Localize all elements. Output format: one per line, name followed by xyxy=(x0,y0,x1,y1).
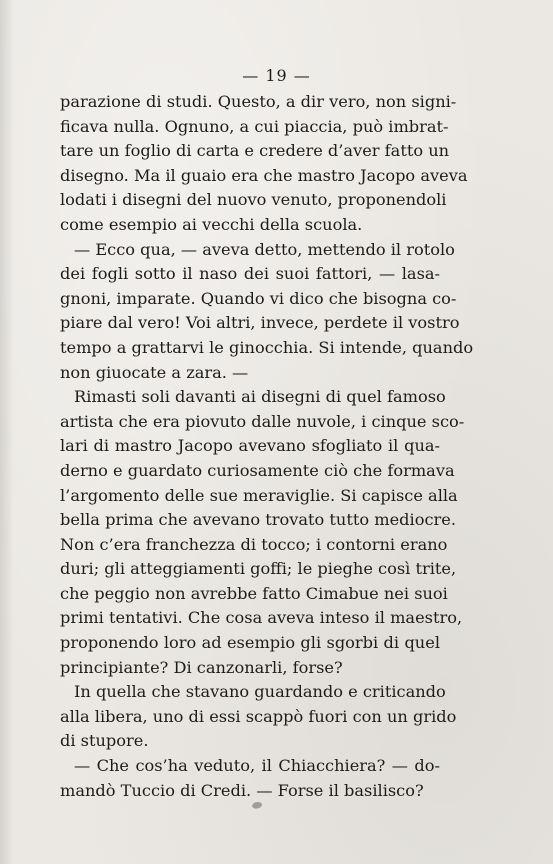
text-line: — Che cos’ha veduto, il Chiacchiera? — do- xyxy=(74,756,440,776)
text-line: dei fogli sotto il naso dei suoi fattori, — lasa- xyxy=(60,264,440,284)
text-line: che peggio non avrebbe fatto Cimabue nei suoi xyxy=(60,583,448,603)
text-line: tare un foglio di carta e credere d’aver fatto un xyxy=(60,141,450,161)
page-number: — 19 — xyxy=(242,66,311,85)
text-line: gnoni, imparate. Quando vi dico che bisogna co- xyxy=(60,288,457,308)
text-line: parazione di studi. Questo, a dir vero, non signi- xyxy=(60,92,457,111)
text-line: artista che era piovuto dalle nuvole, i cinque sco- xyxy=(60,411,465,431)
text-line: mandò Tuccio di Credi. — Forse il basilisco? xyxy=(60,780,424,800)
text-line: lodati i disegni del nuovo venuto, proponendoli xyxy=(60,190,447,210)
text-line: — Ecco qua, — aveva detto, mettendo il rotolo xyxy=(74,239,455,259)
text-line: di stupore. xyxy=(60,731,149,751)
body-text xyxy=(60,90,474,803)
text-line: ficava nulla. Ognuno, a cui piaccia, può imbrat- xyxy=(60,116,449,136)
text-line: primi tentativi. Che cosa aveva inteso il maestro, xyxy=(60,608,463,628)
text-line: piare dal vero! Voi altri, invece, perdete il vostro xyxy=(60,313,460,333)
text-line: disegno. Ma il guaio era che mastro Jacopo aveva xyxy=(60,165,468,185)
text-line: bella prima che avevano trovato tutto mediocre. xyxy=(60,510,456,530)
text-line: derno e guardato curiosamente ciò che formava xyxy=(60,460,455,480)
text-line: come esempio ai vecchi della scuola. xyxy=(60,214,363,234)
text-line: proponendo loro ad esempio gli sgorbi di quel xyxy=(60,633,440,653)
text-line: Rimasti soli davanti ai disegni di quel famoso xyxy=(74,387,446,407)
text-line: duri; gli atteggiamenti goffi; le pieghe così trite, xyxy=(60,559,457,579)
text-line: In quella che stavano guardando e criticando xyxy=(74,682,446,702)
text-line: alla libera, uno di essi scappò fuori con un grido xyxy=(60,706,457,726)
text-line: Non c’era franchezza di tocco; i contorni erano xyxy=(60,534,448,554)
text-line: tempo a grattarvi le ginocchia. Si intende, quando xyxy=(60,337,474,357)
text-line: principiante? Di canzonarli, forse? xyxy=(60,657,343,677)
text-line: l’argomento delle sue meraviglie. Si capisce alla xyxy=(60,485,458,505)
ink-blot-icon xyxy=(250,800,264,810)
text-line: lari di mastro Jacopo avevano sfogliato il qua- xyxy=(60,436,440,456)
text-line: non giuocate a zara. — xyxy=(60,362,249,382)
